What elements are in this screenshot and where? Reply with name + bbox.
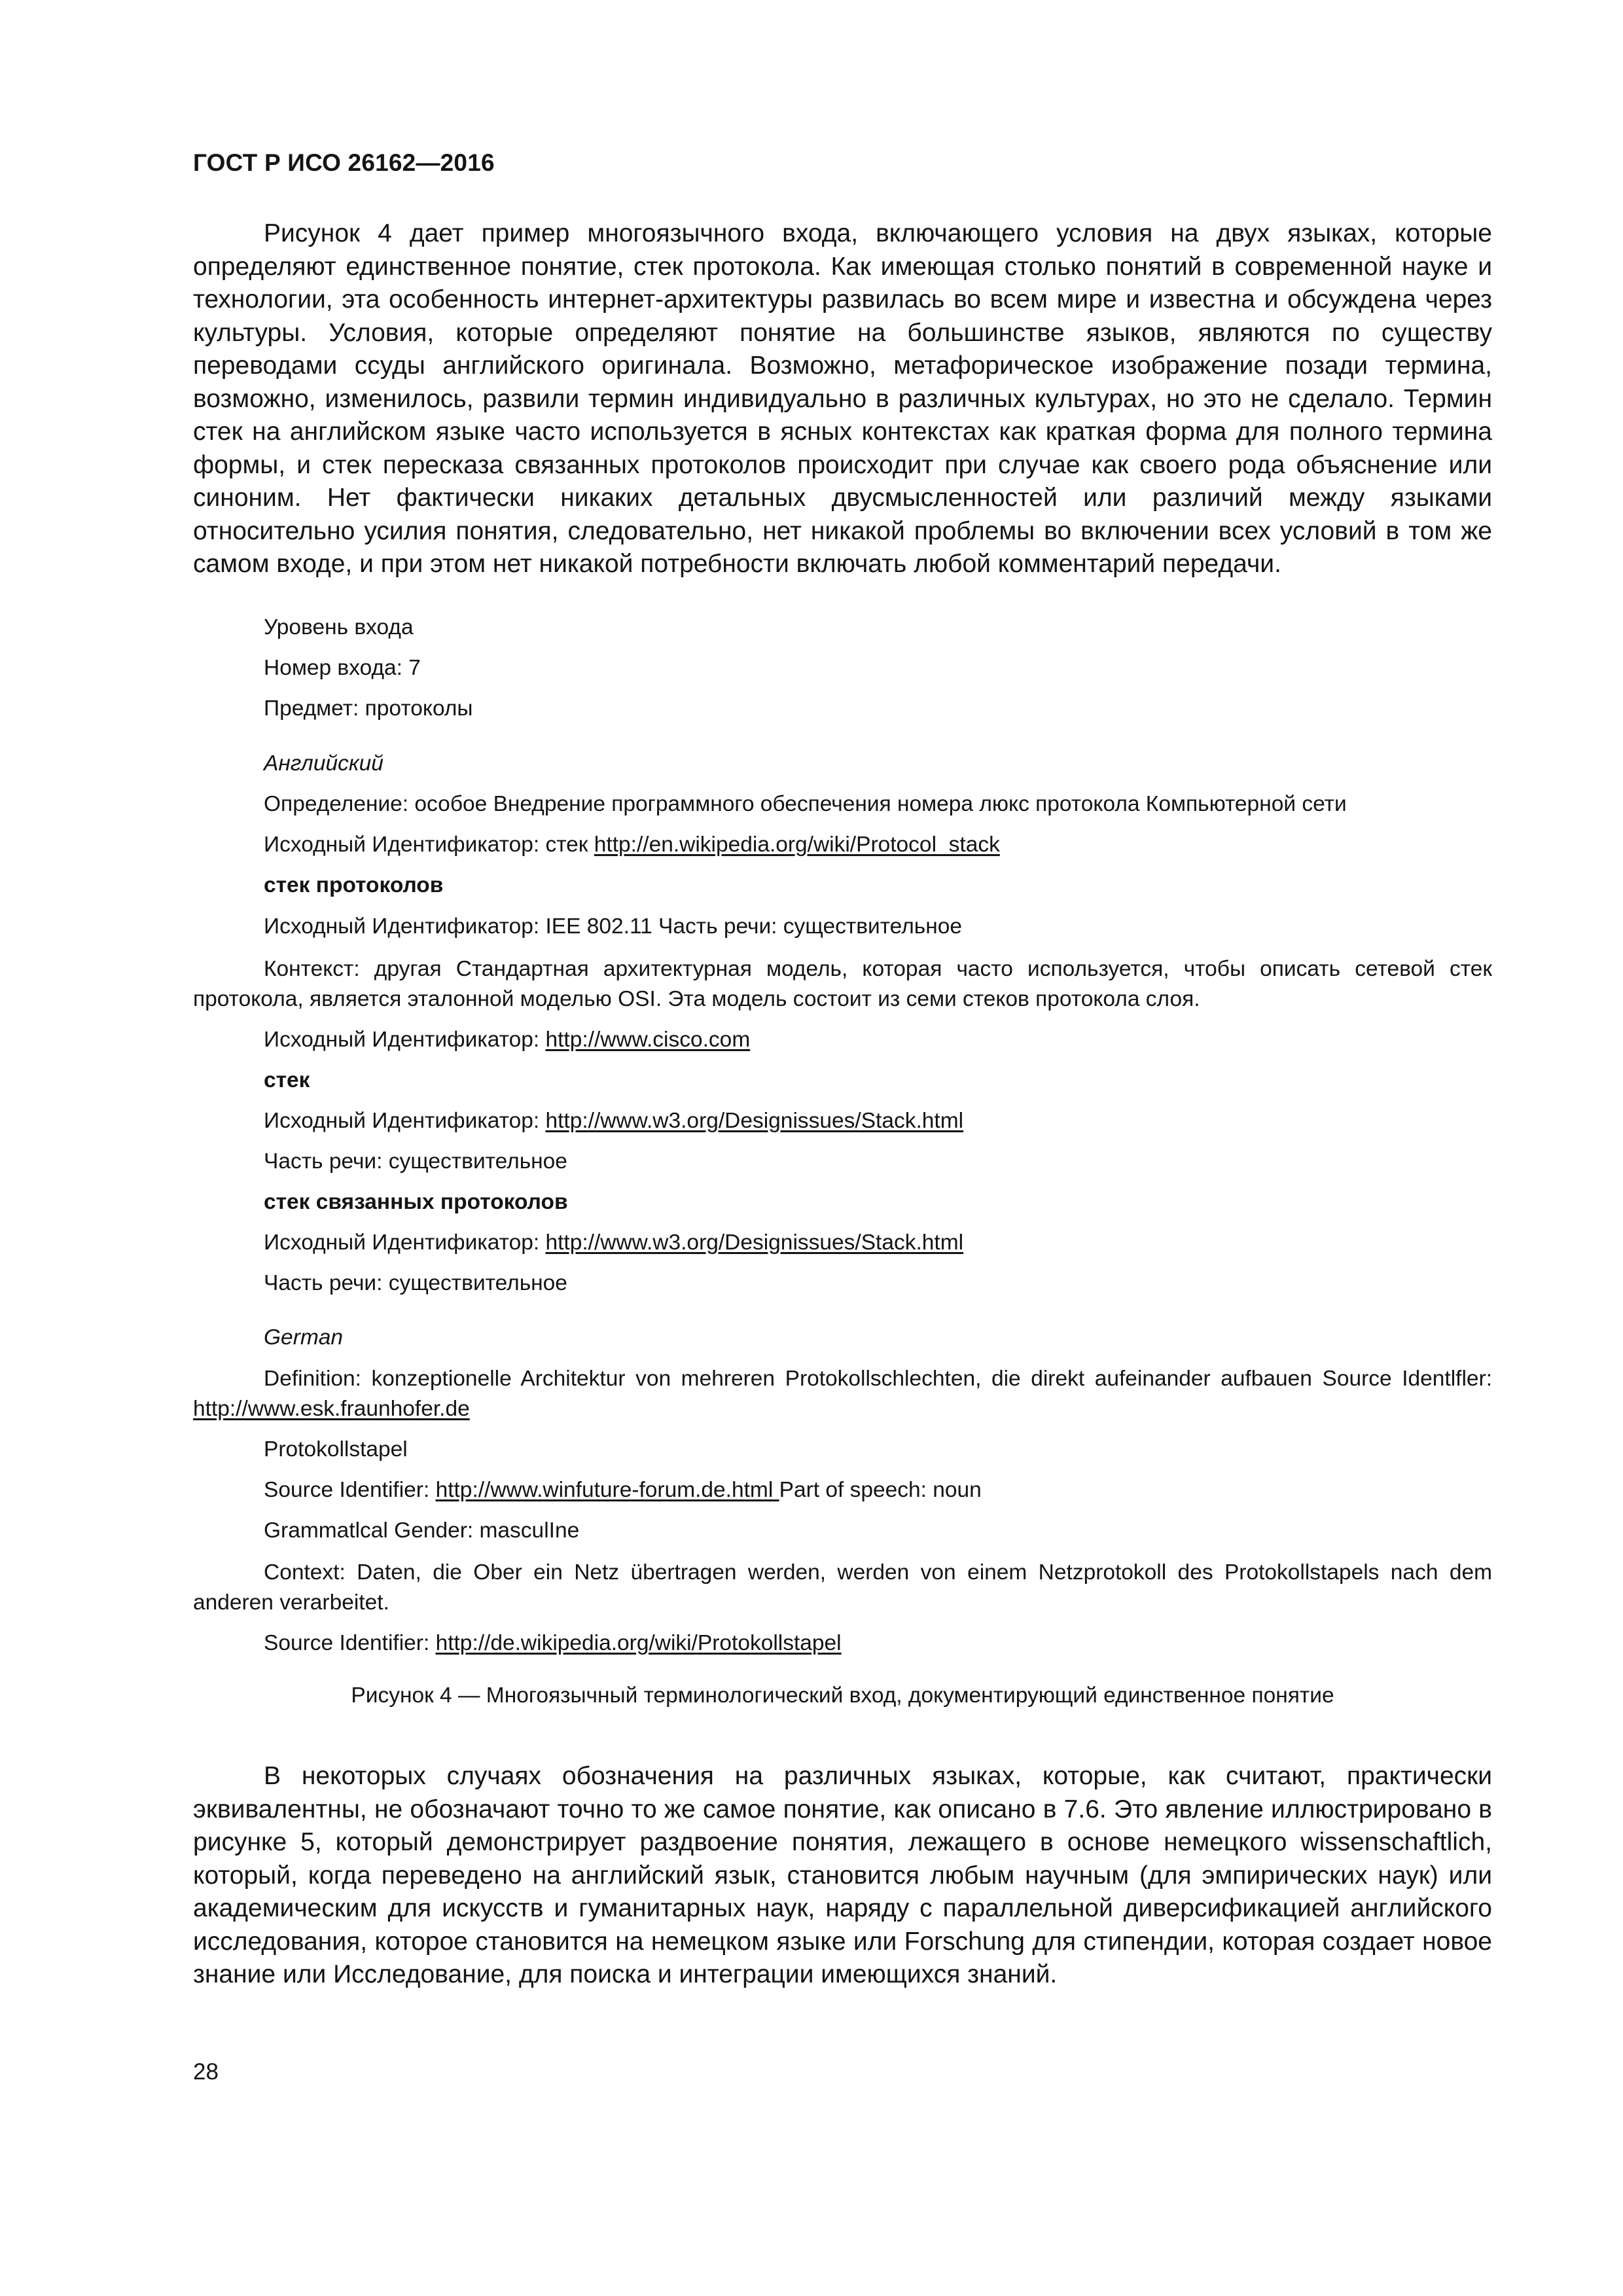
english-term-3: стек связанных протоколов xyxy=(264,1190,568,1214)
entry-subject: Предмет: протоколы xyxy=(264,696,473,721)
source-link[interactable]: http://en.wikipedia.org/wiki/Protocol_stack xyxy=(594,833,1000,857)
standard-header: ГОСТ Р ИСО 26162—2016 xyxy=(193,149,495,176)
english-context: Контекст: другая Стандартная архитектурная модель, которая часто используется, чтобы описать сетевой стек протокола, является эталонной моделью OSI. Эта модель состоит из семи стеков протокола слоя. xyxy=(193,957,1492,1011)
english-heading: Английский xyxy=(264,751,383,776)
german-term: Protokollstapel xyxy=(264,1437,408,1462)
source-label: Исходный Идентификатор: xyxy=(264,1230,546,1255)
german-context: Context: Daten, die Ober ein Netz übertragen werden, werden von einem Netzprotokoll des Protokollstapels nach dem anderen verarbeitet. xyxy=(193,1560,1492,1615)
source-link[interactable]: http://www.w3.org/Designissues/Stack.html xyxy=(545,1230,964,1255)
german-definition xyxy=(193,1364,1492,1424)
english-term-1: стек протоколов xyxy=(264,873,444,897)
source-link[interactable]: http://www.w3.org/Designissues/Stack.html xyxy=(545,1109,964,1133)
german-source-1 xyxy=(193,1478,1492,1503)
english-part-of-speech-2: Часть речи: существительное xyxy=(264,1271,567,1295)
english-definition: Определение: особое Внедрение программного обеспечения номера люкс протокола Компьютерной сети xyxy=(264,792,1347,816)
english-source-2: Исходный Идентификатор: IEE 802.11 Часть речи: существительное xyxy=(264,914,962,939)
german-source-2 xyxy=(193,1631,1492,1656)
source-label: Source Identifier: xyxy=(264,1631,436,1655)
source-link[interactable]: http://www.esk.fraunhofer.de xyxy=(193,1397,470,1421)
german-gender: Grammatlcal Gender: masculIne xyxy=(264,1518,580,1543)
entry-level-label: Уровень входа xyxy=(264,615,414,639)
english-source-4 xyxy=(193,1109,1492,1134)
source-label: Исходный Идентификатор: xyxy=(264,1109,546,1133)
german-definition-text: Definition: konzeptionelle Architektur von mehreren Protokollschlechten, die direkt aufeinander aufbauen Source Identlfler: xyxy=(264,1367,1492,1391)
english-source-1 xyxy=(193,833,1492,857)
outro-paragraph: В некоторых случаях обозначения на различных языках, которые, как считают, практически эквивалентны, не обозначают точно то же самое понятие, как описано в 7.6. Это явление иллюстрировано в рисунке 5, который демонстрирует раздвоение понятия, лежащего в основе немецкого wissenschaftlich, который, когда переведено на английский язык, становится любым научным (для эмпирических наук) или академическим для искусств и гуманитарных наук, наряду с параллельной диверсификацией английского исследования, которое становится на немецком языке или Forschung для стипендии, которая создает новое знание или Исследование, для поиска и интеграции имеющихся знаний. xyxy=(193,1762,1492,1988)
figure-caption: Рисунок 4 — Многоязычный терминологический вход, документирующий единственное понятие xyxy=(351,1683,1334,1708)
english-source-5 xyxy=(193,1230,1492,1255)
source-link[interactable]: http://www.cisco.com xyxy=(545,1028,751,1052)
intro-paragraph: Рисунок 4 дает пример многоязычного входа, включающего условия на двух языках, которые определяют единственное понятие, стек протокола. Как имеющая столько понятий в современной науке и технологии, эта особенность интернет-архитектуры развилась во всем мире и известна и обсуждена через культуры. Условия, которые определяют понятие на большинстве языков, являются по существу переводами ссуды английского оригинала. Возможно, метафорическое изображение позади термина, возможно, изменилось, развили термин индивидуально в различных культурах, но это не сделало. Термин стек на английском языке часто используется в ясных контекстах как краткая форма для полного термина формы, и стек пересказа связанных протоколов происходит при случае как своего рода объяснение или синоним. Нет фактически никаких детальных двусмысленностей или различий между языками относительно усилия понятия, следовательно, нет никакой проблемы во включении всех условий в том же самом входе, и при этом нет никакой потребности включать любой комментарий передачи. xyxy=(193,219,1492,578)
source-label: Исходный Идентификатор: xyxy=(264,1028,546,1052)
english-source-3 xyxy=(193,1028,1492,1052)
german-heading: German xyxy=(264,1325,344,1350)
english-term-2: стек xyxy=(264,1068,310,1092)
part-of-speech: Part of speech: noun xyxy=(779,1478,982,1502)
source-link[interactable]: http://de.wikipedia.org/wiki/Protokollstapel xyxy=(435,1631,842,1655)
source-label: Source Identifier: xyxy=(264,1478,436,1502)
entry-number: Номер входа: 7 xyxy=(264,656,421,680)
page-number: 28 xyxy=(193,2059,219,2085)
english-part-of-speech-1: Часть речи: существительное xyxy=(264,1149,567,1174)
source-label: Исходный Идентификатор: стек xyxy=(264,833,594,857)
source-link[interactable]: http://www.winfuture-forum.de.html xyxy=(435,1478,779,1502)
